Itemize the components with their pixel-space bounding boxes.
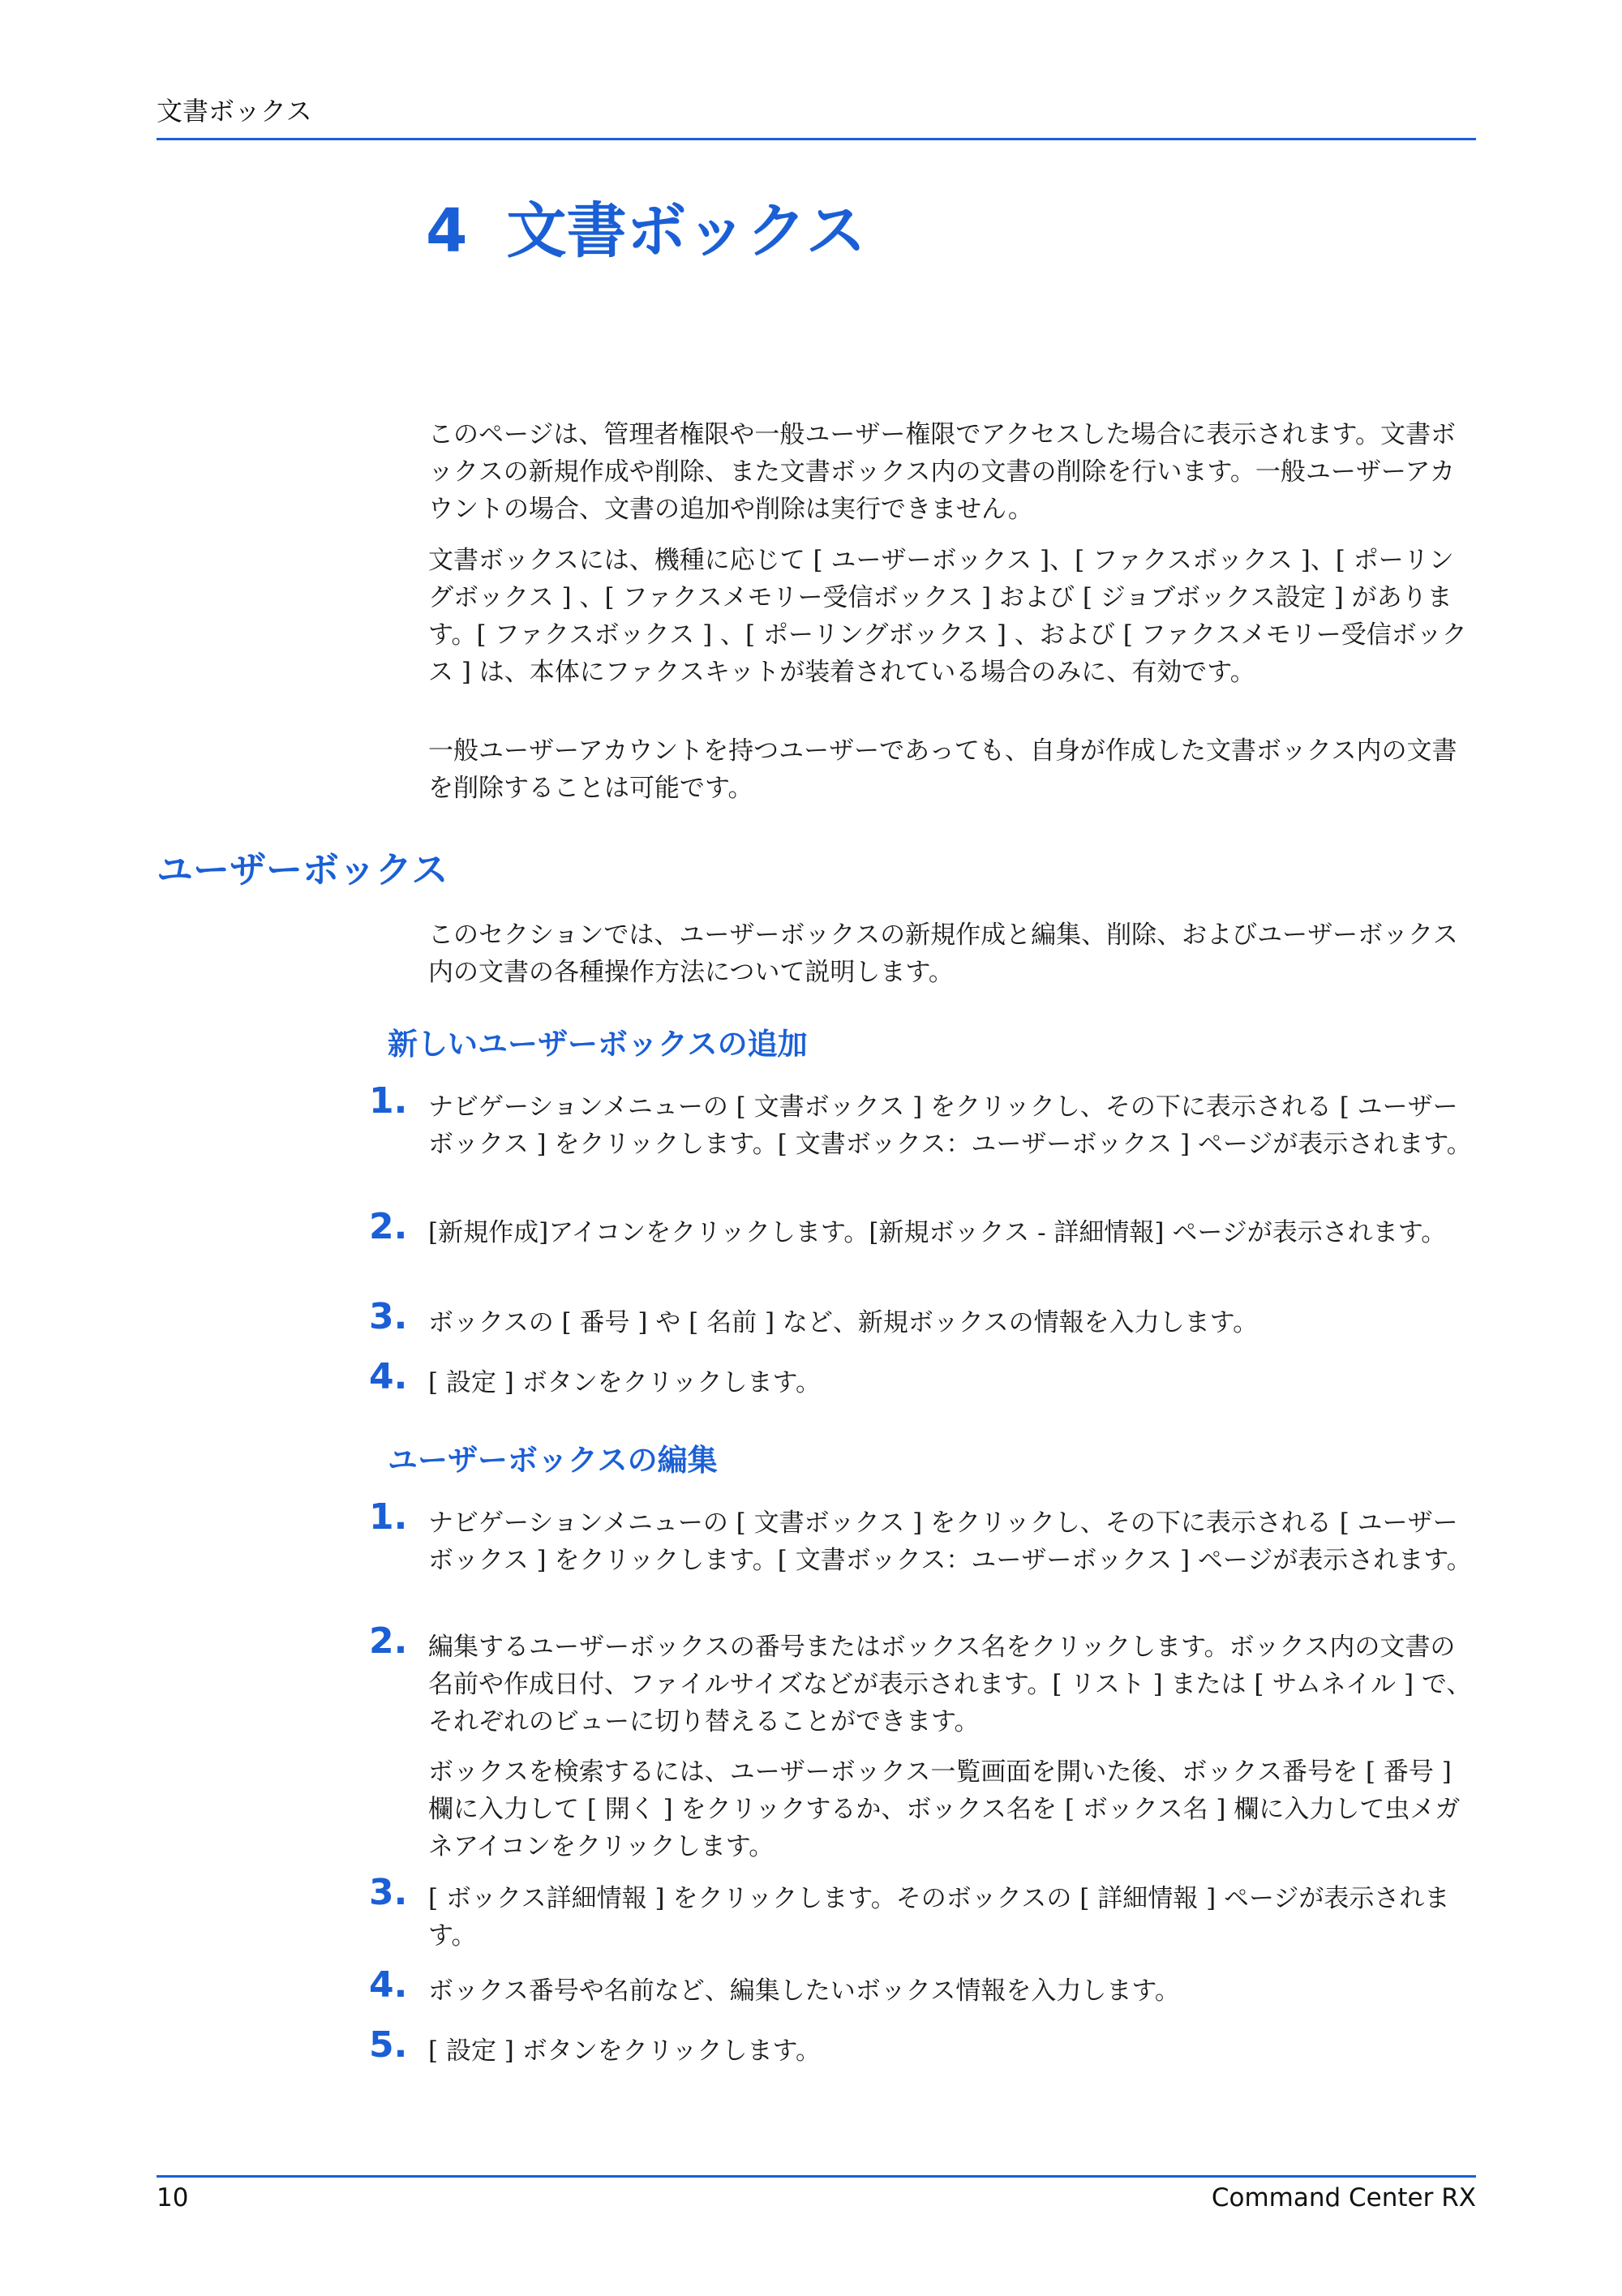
search-note: ボックスを検索するには、ユーザーボックス一覧画面を開いた後、ボックス番号を [ 番号 ] 欄に入力して [ 開く ] をクリックするか、ボックス名を [ ボックス名 ] 欄に入力して虫メガネアイコンをクリックします。	[428, 1757, 1461, 1861]
subheading-edit-user-box: ユーザーボックスの編集	[388, 1443, 718, 1478]
step-text: [新規作成]アイコンをクリックします。[新規ボックス - 詳細情報] ページが表示されます。	[428, 1218, 1447, 1247]
step-text: [ 設定 ] ボタンをクリックします。	[428, 1368, 822, 1397]
step-text: [ ボックス詳細情報 ] をクリックします。そのボックスの [ 詳細情報 ] ページが表示されます。	[428, 1884, 1450, 1951]
step-text: 編集するユーザーボックスの番号またはボックス名をクリックします。ボックス内の文書の名前や作成日付、ファイルサイズなどが表示されます。[ リスト ] または [ サムネイル ] で、それぞれのビューに切り替えることができます。	[428, 1633, 1472, 1736]
step-number: 2.	[369, 1620, 408, 1662]
section-heading-user-box: ユーザーボックス	[157, 848, 448, 891]
chapter-title	[426, 183, 866, 269]
product-name: Command Center RX	[1211, 2183, 1476, 2212]
footer-rule	[157, 2175, 1476, 2178]
page-number: 10	[157, 2183, 189, 2212]
step-number: 5.	[369, 2024, 408, 2066]
step-number: 1.	[369, 1496, 408, 1538]
running-header: 文書ボックス	[157, 96, 312, 127]
step-text: [ 設定 ] ボタンをクリックします。	[428, 2036, 822, 2066]
intro-paragraph-3: 一般ユーザーアカウントを持つユーザーであっても、自身が作成した文書ボックス内の文書を削除することは可能です。	[428, 736, 1457, 803]
step-number: 1.	[369, 1080, 408, 1122]
step-number: 3.	[369, 1296, 408, 1337]
step-number: 2.	[369, 1206, 408, 1247]
step-text: ナビゲーションメニューの [ 文書ボックス ] をクリックし、その下に表示される [ ユーザーボックス ] をクリックします。[ 文書ボックス：ユーザーボックス ] ページが表示されます。	[428, 1092, 1472, 1159]
step-number: 4.	[369, 1964, 408, 2006]
step-text: ボックス番号や名前など、編集したいボックス情報を入力します。	[428, 1976, 1180, 2006]
step-number: 3.	[369, 1872, 408, 1913]
subheading-add-user-box: 新しいユーザーボックスの追加	[388, 1027, 808, 1062]
header-rule	[157, 138, 1476, 140]
chapter-number: 4	[426, 196, 468, 266]
intro-paragraph-2: 文書ボックスには、機種に応じて [ ユーザーボックス ]、[ ファクスボックス ]、[ ポーリングボックス ] 、[ ファクスメモリー受信ボックス ] および [ ジョブボックス設定 ] があります。[ ファクスボックス ] 、[ ポーリングボックス ] 、および [ ファクスメモリー受信ボックス ] は、本体にファクスキットが装着されている場合のみに、有効です。	[428, 546, 1467, 687]
intro-paragraph-1: このページは、管理者権限や一般ユーザー権限でアクセスした場合に表示されます。文書ボックスの新規作成や削除、また文書ボックス内の文書の削除を行います。一般ユーザーアカウントの場合、文書の追加や削除は実行できません。	[428, 420, 1456, 524]
user-box-description: このセクションでは、ユーザーボックスの新規作成と編集、削除、およびユーザーボックス内の文書の各種操作方法について説明します。	[428, 921, 1458, 987]
step-text: ボックスの [ 番号 ] や [ 名前 ] など、新規ボックスの情報を入力します。	[428, 1308, 1259, 1337]
step-text: ナビゲーションメニューの [ 文書ボックス ] をクリックし、その下に表示される [ ユーザーボックス ] をクリックします。[ 文書ボックス：ユーザーボックス ] ページが表示されます。	[428, 1508, 1472, 1575]
chapter-title-text: 文書ボックス	[506, 196, 866, 266]
step-number: 4.	[369, 1356, 408, 1397]
